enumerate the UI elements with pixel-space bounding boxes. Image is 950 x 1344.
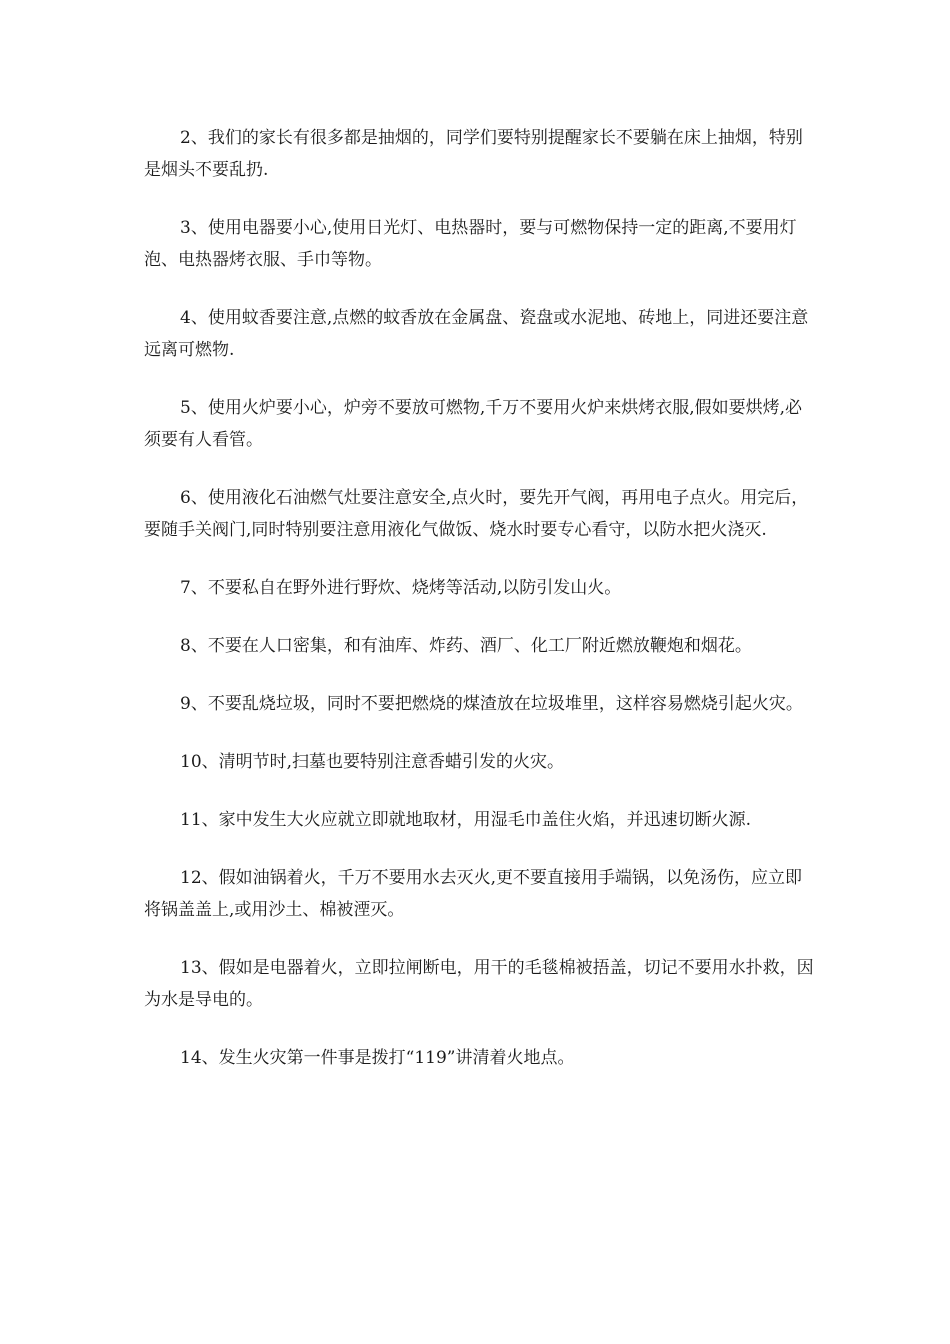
paragraph-2: 2、我们的家长有很多都是抽烟的，同学们要特别提醒家长不要躺在床上抽烟，特别是烟头不要乱扔. bbox=[144, 128, 803, 180]
paragraph-10: 10、清明节时,扫墓也要特别注意香蜡引发的火灾。 bbox=[180, 752, 565, 772]
paragraph-5: 5、使用火炉要小心，炉旁不要放可燃物,千万不要用火炉来烘烤衣服,假如要烘烤,必须要有人看管。 bbox=[144, 398, 803, 450]
paragraph-6: 6、使用液化石油燃气灶要注意安全,点火时，要先开气阀，再用电子点火。用完后，要随手关阀门,同时特别要注意用液化气做饭、烧水时要专心看守，以防水把火浇灭. bbox=[144, 488, 809, 540]
paragraph-13: 13、假如是电器着火，立即拉闸断电，用干的毛毯棉被捂盖，切记不要用水扑救，因为水是导电的。 bbox=[144, 958, 814, 1010]
paragraph-12: 12、假如油锅着火，千万不要用水去灭火,更不要直接用手端锅，以免汤伤，应立即将锅盖盖上,或用沙土、棉被湮灭。 bbox=[144, 868, 803, 920]
paragraph-11: 11、家中发生大火应就立即就地取材，用湿毛巾盖住火焰，并迅速切断火源. bbox=[180, 810, 752, 830]
document-body bbox=[144, 122, 816, 1100]
paragraph-9: 9、不要乱烧垃圾，同时不要把燃烧的煤渣放在垃圾堆里，这样容易燃烧引起火灾。 bbox=[180, 694, 803, 714]
paragraph-3: 3、使用电器要小心,使用日光灯、电热器时，要与可燃物保持一定的距离,不要用灯泡、电热器烤衣服、手巾等物。 bbox=[144, 218, 797, 270]
paragraph-4: 4、使用蚊香要注意,点燃的蚊香放在金属盘、瓷盘或水泥地、砖地上，同进还要注意远离可燃物. bbox=[144, 308, 809, 360]
paragraph-8: 8、不要在人口密集，和有油库、炸药、酒厂、化工厂附近燃放鞭炮和烟花。 bbox=[180, 636, 752, 656]
paragraph-7: 7、不要私自在野外进行野炊、烧烤等活动,以防引发山火。 bbox=[180, 578, 622, 598]
paragraph-14: 14、发生火灾第一件事是拨打“119”讲清着火地点。 bbox=[180, 1048, 575, 1068]
